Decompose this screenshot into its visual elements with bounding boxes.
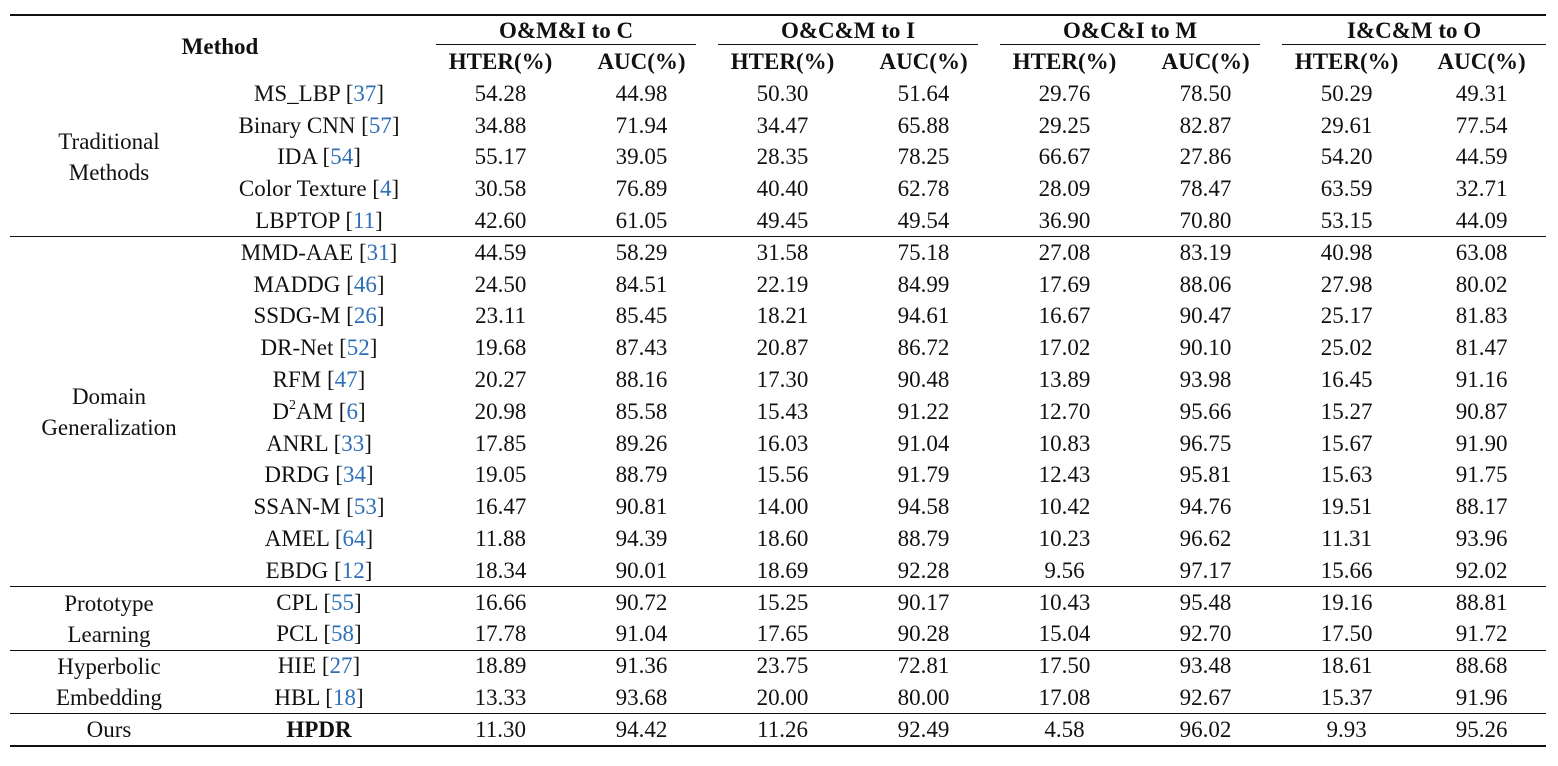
hter-value: 63.59 [1320, 176, 1373, 202]
hter-value: 4.58 [994, 714, 1135, 747]
table-row [10, 205, 1546, 237]
table-row [10, 173, 1546, 205]
auc-value: 95.66 [1179, 398, 1232, 424]
citation-link[interactable]: 54 [330, 144, 354, 170]
results-table [10, 14, 1546, 747]
auc-value: 94.61 [897, 303, 950, 329]
method-name-cell: Color Texture [4] [238, 176, 400, 202]
group-label [10, 714, 208, 747]
hter-value: 53.15 [1320, 207, 1373, 233]
auc-value: 39.05 [615, 144, 668, 170]
method-name: SSAN-M [253, 494, 341, 520]
metric-hter-header: HTER(%) [1294, 49, 1399, 74]
method-name: Color Texture [238, 176, 367, 202]
hter-value: 18.60 [756, 526, 809, 552]
auc-value: 58.29 [571, 237, 712, 269]
table-row [10, 555, 1546, 587]
table-row [10, 396, 1546, 428]
hter-value: 18.34 [474, 557, 527, 583]
hter-value: 30.58 [474, 176, 527, 202]
auc-value: 91.90 [1455, 430, 1508, 456]
auc-value: 62.78 [897, 176, 950, 202]
auc-value: 94.42 [571, 714, 712, 747]
hter-value: 55.17 [474, 144, 527, 170]
method-name: MADDG [253, 271, 341, 297]
auc-value: 44.98 [615, 80, 668, 106]
hter-value: 17.50 [994, 650, 1135, 682]
auc-value: 88.81 [1417, 587, 1546, 619]
auc-value: 92.67 [1179, 684, 1232, 710]
auc-value: 88.68 [1417, 650, 1546, 682]
metric-hter-header: HTER(%) [730, 49, 835, 74]
group-label [10, 78, 208, 237]
task-header [430, 15, 712, 46]
method-name: SSDG-M [253, 303, 341, 329]
auc-value: 90.17 [853, 587, 994, 619]
hter-value: 17.02 [1038, 335, 1091, 361]
auc-value: 83.19 [1135, 237, 1276, 269]
hter-value: 24.50 [474, 271, 527, 297]
method-name-cell: MMD-AAE [31] [208, 237, 430, 269]
hter-value: 10.83 [1038, 430, 1091, 456]
citation-link[interactable]: 52 [346, 335, 370, 361]
auc-value: 90.87 [1455, 398, 1508, 424]
auc-value: 97.17 [1179, 557, 1232, 583]
method-name-cell: DR-Net [52] [260, 335, 378, 361]
metric-hter-header: HTER(%) [1012, 49, 1117, 74]
citation-link[interactable]: 4 [379, 176, 392, 202]
auc-value: 80.02 [1455, 271, 1508, 297]
hter-value: 27.98 [1320, 271, 1373, 297]
auc-value: 93.96 [1455, 526, 1508, 552]
table-row [10, 619, 1546, 651]
hter-value: 20.98 [474, 398, 527, 424]
hter-value: 9.56 [1044, 557, 1085, 583]
auc-value: 96.62 [1179, 526, 1232, 552]
method-name: IDA [277, 144, 317, 170]
auc-value: 95.81 [1179, 462, 1232, 488]
hter-value: 17.30 [756, 367, 809, 393]
citation-link[interactable]: 58 [331, 621, 355, 647]
auc-value: 84.51 [615, 271, 668, 297]
method-name-cell: RFM [47] [272, 367, 366, 393]
hter-value: 44.59 [430, 237, 571, 269]
table-row [10, 110, 1546, 142]
citation-link[interactable]: 55 [331, 589, 355, 615]
auc-value: 92.28 [897, 557, 950, 583]
hter-value: 15.67 [1320, 430, 1373, 456]
auc-value: 65.88 [897, 112, 950, 138]
hter-value: 12.70 [1038, 398, 1091, 424]
auc-value: 81.47 [1455, 335, 1508, 361]
table-row [10, 650, 1546, 682]
hter-value: 40.40 [756, 176, 809, 202]
method-name-cell: AMEL [64] [264, 526, 374, 552]
group-label-line: Generalization [41, 414, 177, 440]
method-name-cell: CPL [55] [208, 587, 430, 619]
hter-value: 23.11 [475, 303, 526, 329]
auc-value: 95.48 [1135, 587, 1276, 619]
table-row [10, 682, 1546, 714]
auc-value: 61.05 [615, 207, 668, 233]
hter-value: 15.56 [756, 462, 809, 488]
table-row [10, 428, 1546, 460]
method-name: D [272, 398, 289, 424]
method-name-cell: SSDG-M [26] [253, 303, 385, 329]
hter-value: 16.03 [756, 430, 809, 456]
hter-value: 9.93 [1276, 714, 1417, 747]
hter-value: 25.02 [1320, 335, 1373, 361]
table-row [10, 332, 1546, 364]
auc-value: 88.06 [1179, 271, 1232, 297]
auc-value: 94.76 [1179, 494, 1232, 520]
method-name-suffix: AM [295, 398, 334, 424]
citation-link[interactable]: 11 [352, 207, 376, 233]
method-name-cell [208, 714, 430, 747]
hter-value: 54.20 [1320, 144, 1373, 170]
auc-value: 86.72 [897, 335, 950, 361]
table-row [10, 142, 1546, 174]
metric-auc-header: AUC(%) [1161, 49, 1250, 74]
hter-value: 18.69 [756, 557, 809, 583]
auc-value: 88.79 [897, 526, 950, 552]
hter-value: 19.51 [1320, 494, 1373, 520]
hter-value: 22.19 [756, 271, 809, 297]
group-label-line: Hyperbolic [57, 654, 161, 680]
auc-value: 81.83 [1455, 303, 1508, 329]
citation-link[interactable]: 53 [353, 494, 377, 520]
auc-value: 90.01 [615, 557, 668, 583]
hter-value: 50.29 [1320, 80, 1373, 106]
table-row [10, 364, 1546, 396]
table-row [10, 78, 1546, 110]
auc-value: 88.79 [615, 462, 668, 488]
hter-value: 28.09 [1038, 176, 1091, 202]
hter-value: 17.85 [474, 430, 527, 456]
auc-value: 90.47 [1179, 303, 1232, 329]
table-row [10, 301, 1546, 333]
table-row [10, 587, 1546, 619]
auc-value: 89.26 [615, 430, 668, 456]
group-label-line: Traditional [58, 129, 160, 155]
method-name: Binary CNN [238, 112, 356, 138]
method-name-cell: HBL [18] [274, 684, 364, 710]
auc-value: 71.94 [615, 112, 668, 138]
auc-value: 93.98 [1179, 367, 1232, 393]
auc-value: 44.59 [1455, 144, 1508, 170]
auc-value: 91.72 [1455, 621, 1508, 647]
method-name: DRDG [264, 462, 330, 488]
auc-value: 32.71 [1455, 176, 1508, 202]
hter-value: 19.68 [474, 335, 527, 361]
hter-value: 29.61 [1320, 112, 1373, 138]
hter-value: 42.60 [474, 207, 527, 233]
hter-value: 27.08 [994, 237, 1135, 269]
hter-value: 17.78 [474, 621, 527, 647]
method-name: CPL [276, 589, 318, 615]
hter-value: 31.58 [712, 237, 853, 269]
method-name-cell: LBPTOP [11] [255, 207, 383, 233]
auc-value: 72.81 [853, 650, 994, 682]
method-name: RFM [272, 367, 322, 393]
hter-value: 15.27 [1320, 398, 1373, 424]
results-body [10, 78, 1546, 746]
hter-value: 36.90 [1038, 207, 1091, 233]
hter-value: 20.87 [756, 335, 809, 361]
hter-value: 19.16 [1276, 587, 1417, 619]
auc-value: 95.26 [1417, 714, 1546, 747]
citation-link[interactable]: 31 [366, 240, 390, 266]
auc-value: 91.79 [897, 462, 950, 488]
method-name: HPDR [286, 716, 352, 742]
auc-value: 96.02 [1135, 714, 1276, 747]
auc-value: 77.54 [1455, 112, 1508, 138]
method-name: PCL [276, 621, 318, 647]
auc-value: 76.89 [615, 176, 668, 202]
method-name-cell: $D^2AM$ [6] [272, 397, 366, 424]
auc-value: 92.70 [1179, 621, 1232, 647]
method-name-cell: DRDG [34] [264, 462, 374, 488]
auc-value: 27.86 [1179, 144, 1232, 170]
metric-auc-header: AUC(%) [1437, 49, 1526, 74]
auc-value: 91.96 [1455, 684, 1508, 710]
hter-value: 28.35 [756, 144, 809, 170]
auc-value: 78.25 [897, 144, 950, 170]
hter-value: 17.65 [756, 621, 809, 647]
table-row [10, 714, 1546, 747]
task-header [1276, 15, 1546, 46]
auc-value: 44.09 [1455, 207, 1508, 233]
table-row [10, 269, 1546, 301]
auc-value: 70.80 [1179, 207, 1232, 233]
auc-value: 87.43 [615, 335, 668, 361]
method-name-cell: Binary CNN [57] [238, 112, 400, 138]
group-label-line: Learning [67, 621, 151, 647]
hter-value: 29.25 [1038, 112, 1091, 138]
hter-value: 34.47 [756, 112, 809, 138]
auc-value: 93.68 [615, 684, 668, 710]
metric-hter-header: HTER(%) [448, 49, 553, 74]
hter-value: 11.31 [1321, 526, 1373, 552]
auc-value: 85.58 [615, 398, 668, 424]
method-name-cell: SSAN-M [53] [253, 494, 385, 520]
citation-link[interactable]: 26 [353, 303, 377, 329]
method-name-cell: IDA [54] [277, 144, 361, 170]
group-label-line: Ours [86, 717, 132, 743]
hter-value: 25.17 [1320, 303, 1373, 329]
method-name-cell: EBDG [12] [265, 557, 373, 583]
auc-value: 85.45 [615, 303, 668, 329]
auc-value: 91.36 [571, 650, 712, 682]
hter-value: 49.45 [756, 207, 809, 233]
method-name: EBDG [265, 557, 329, 583]
hter-value: 18.89 [430, 650, 571, 682]
hter-value: 10.43 [994, 587, 1135, 619]
auc-value: 88.17 [1455, 494, 1508, 520]
task-header-label: O&C&I to M [1000, 18, 1260, 45]
hter-value: 13.89 [1038, 367, 1091, 393]
table-row [10, 237, 1546, 269]
method-name: AMEL [264, 526, 330, 552]
auc-value: 88.16 [615, 367, 668, 393]
citation-link[interactable]: 12 [341, 557, 365, 583]
method-name-superscript: 2 [288, 397, 296, 413]
method-name: MS_LBP [253, 80, 340, 106]
hter-value: 15.25 [712, 587, 853, 619]
hter-value: 18.61 [1276, 650, 1417, 682]
group-label-line: Methods [68, 160, 150, 186]
task-header-label: O&M&I to C [436, 18, 696, 45]
citation-link[interactable]: 6 [346, 398, 358, 424]
hter-value: 17.69 [1038, 271, 1091, 297]
hter-value: 20.00 [756, 684, 809, 710]
auc-value: 84.99 [897, 271, 950, 297]
method-name: MMD-AAE [240, 240, 354, 266]
auc-value: 90.28 [897, 621, 950, 647]
auc-value: 90.10 [1179, 335, 1232, 361]
auc-value: 82.87 [1179, 112, 1232, 138]
hter-value: 13.33 [474, 684, 527, 710]
hter-value: 50.30 [756, 80, 809, 106]
hter-value: 18.21 [756, 303, 809, 329]
auc-value: 63.08 [1417, 237, 1546, 269]
citation-link[interactable]: 46 [353, 271, 377, 297]
auc-value: 92.49 [853, 714, 994, 747]
auc-value: 49.54 [897, 207, 950, 233]
hter-value: 14.00 [756, 494, 809, 520]
task-header-label: O&C&M to I [718, 18, 978, 45]
hter-value: 19.05 [474, 462, 527, 488]
auc-value: 90.81 [615, 494, 668, 520]
auc-value: 78.50 [1179, 80, 1232, 106]
auc-value: 93.48 [1135, 650, 1276, 682]
auc-value: 91.22 [897, 398, 950, 424]
hter-value: 15.04 [1038, 621, 1091, 647]
group-label [10, 587, 208, 651]
hter-value: 23.75 [712, 650, 853, 682]
auc-value: 94.58 [897, 494, 950, 520]
method-name-cell: MADDG [46] [253, 271, 385, 297]
auc-value: 92.02 [1455, 557, 1508, 583]
hter-value: 29.76 [1038, 80, 1091, 106]
hter-value: 15.37 [1320, 684, 1373, 710]
metric-auc-header: AUC(%) [879, 49, 968, 74]
citation-link[interactable]: 47 [334, 367, 358, 393]
hter-value: 17.08 [1038, 684, 1091, 710]
citation-link[interactable]: 64 [342, 526, 366, 552]
citation-link[interactable]: 18 [332, 684, 356, 710]
method-name-cell: PCL [58] [276, 621, 362, 647]
auc-value: 90.72 [571, 587, 712, 619]
auc-value: 80.00 [897, 684, 950, 710]
hter-value: 40.98 [1276, 237, 1417, 269]
metric-auc-header: AUC(%) [597, 49, 686, 74]
hter-value: 10.23 [1038, 526, 1091, 552]
hter-value: 15.43 [756, 398, 809, 424]
hter-value: 16.45 [1320, 367, 1373, 393]
hter-value: 34.88 [474, 112, 527, 138]
method-header: Method [10, 15, 430, 78]
table-row [10, 491, 1546, 523]
auc-value: 78.47 [1179, 176, 1232, 202]
auc-value: 49.31 [1455, 80, 1508, 106]
hter-value: 11.30 [430, 714, 571, 747]
auc-value: 94.39 [615, 526, 668, 552]
auc-value: 75.18 [853, 237, 994, 269]
hter-value: 11.88 [475, 526, 526, 552]
method-name: LBPTOP [255, 207, 340, 233]
hter-value: 17.50 [1320, 621, 1373, 647]
hter-value: 11.26 [712, 714, 853, 747]
hter-value: 16.47 [474, 494, 527, 520]
task-header [994, 15, 1276, 46]
group-label-line: Embedding [55, 685, 163, 711]
hter-value: 15.63 [1320, 462, 1373, 488]
auc-value: 91.16 [1455, 367, 1508, 393]
task-header-label: I&C&M to O [1282, 18, 1546, 45]
auc-value: 91.04 [897, 430, 950, 456]
auc-value: 91.75 [1455, 462, 1508, 488]
table-row [10, 523, 1546, 555]
method-name-cell: ANRL [33] [266, 430, 372, 456]
hter-value: 54.28 [474, 80, 527, 106]
method-name-cell: HIE [27] [208, 650, 430, 682]
citation-link[interactable]: 34 [342, 462, 366, 488]
citation-link[interactable]: 37 [353, 80, 377, 106]
hter-value: 15.66 [1320, 557, 1373, 583]
method-name: DR-Net [260, 335, 334, 361]
hter-value: 16.66 [430, 587, 571, 619]
citation-link[interactable]: 27 [329, 653, 353, 679]
group-label [10, 237, 208, 587]
method-name-cell: MS_LBP [37] [253, 80, 385, 106]
hter-value: 10.42 [1038, 494, 1091, 520]
auc-value: 91.04 [615, 621, 668, 647]
hter-value: 66.67 [1038, 144, 1091, 170]
hter-value: 16.67 [1038, 303, 1091, 329]
auc-value: 96.75 [1179, 430, 1232, 456]
auc-value: 51.64 [897, 80, 950, 106]
auc-value: 90.48 [897, 367, 950, 393]
hter-value: 12.43 [1038, 462, 1091, 488]
method-name: HIE [277, 653, 317, 679]
group-label-line: Prototype [64, 590, 154, 616]
group-label [10, 650, 208, 714]
task-header [712, 15, 994, 46]
method-name: ANRL [266, 430, 328, 456]
hter-value: 20.27 [474, 367, 527, 393]
table-row [10, 460, 1546, 492]
method-name: HBL [274, 684, 320, 710]
citation-link[interactable]: 57 [368, 112, 392, 138]
citation-link[interactable]: 33 [341, 430, 365, 456]
group-label-line: Domain [71, 383, 147, 409]
